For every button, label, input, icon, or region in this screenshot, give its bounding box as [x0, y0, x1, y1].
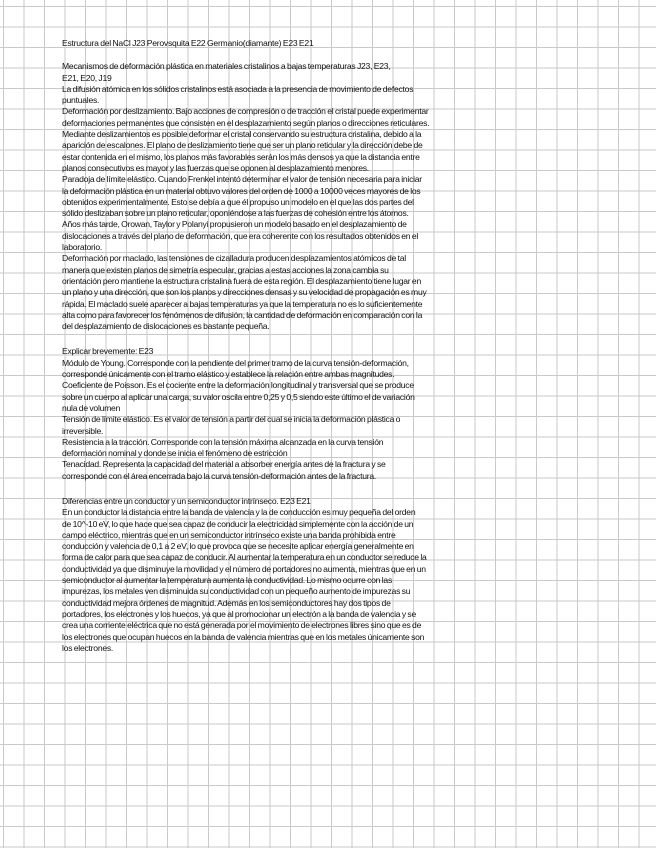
paragraph-line: forma de calor para que sea capaz de conducir. Al aumentar la temperatura en un conductor se reduce la	[62, 552, 427, 563]
paragraph-line: conductividad ya que disminuye la movilidad y el número de portadores no aumenta, mientras que en un	[62, 563, 426, 574]
paragraph-line: Deformación por maclado, las tensiones de cizalladura producen desplazamientos atómicos de tal	[62, 253, 406, 264]
paragraph-line: la deformación plástica en un material obtuvo valores del orden de 1000 a 10000 veces mayores de los	[62, 185, 421, 196]
paragraph-line: conductividad mejora órdenes de magnitud. Además en los semiconductores hay dos tipos de	[62, 597, 391, 608]
paragraph-line: corresponde con el área encerrada bajo la curva tensión-deformación antes de la fractura.	[62, 470, 377, 481]
section-heading-line: E21, E20, J19	[62, 72, 112, 83]
paragraph-line: Tensión de límite elástico. Es el valor de tensión a partir del cual se inicia la deformación plástica o	[62, 414, 401, 425]
paragraph-line: planos consecutivos es mayor y las fuerzas que se oponen al desplazamiento menores.	[62, 162, 369, 173]
section-2	[62, 346, 582, 482]
title-section	[62, 38, 582, 49]
paragraph-line: corresponde únicamente con el tramo elástico y establece la relación entre ambas magnitudes.	[62, 369, 395, 380]
document-page	[62, 38, 582, 668]
document-title: Estructura del NaCl J23 Perovsquita E22 Germanio(diamante) E23 E21	[62, 38, 314, 48]
paragraph-line: puntuales.	[62, 95, 100, 106]
paragraph-line: Resistencia a la tracción. Corresponde con la tensión máxima alcanzada en la curva tensión	[62, 436, 384, 447]
paragraph-line: estar contenida en el mismo, los planos más favorables serán los más densos ya que la distancia entre	[62, 151, 420, 162]
paragraph-line: semiconductor al aumentar la temperatura aumenta la conductividad. Lo mismo ocurre con las	[62, 575, 392, 586]
paragraph-line: manera que existen planos de simetría especular, gracias a estas acciones la zona cambia su	[62, 264, 389, 275]
paragraph-line: orientación pero mantiene la estructura cristalina fuera de esta región. El desplazamiento tiene lugar en	[62, 275, 421, 286]
paragraph-line: deformaciones permanentes que consisten en el desplazamiento según planos o direcciones reticulares.	[62, 117, 430, 128]
paragraph-line: impurezas, los metales ven disminuida su conductividad con un pequeño aumento de impurezas su	[62, 586, 411, 597]
paragraph-line: alta como para favorecer los fenómenos de difusión, la cantidad de deformación en comparación con la	[62, 309, 423, 320]
paragraph-line: los electrones que ocupan huecos en la banda de valencia mientras que en los metales únicamente son	[62, 631, 425, 642]
paragraph-line: aparición de escalones. El plano de deslizamiento tiene que ser un plano reticular y la dirección debe de	[62, 140, 423, 151]
section-heading-line: Explicar brevemente: E23	[62, 346, 154, 357]
paragraph-line: Deformación por deslizamiento. Bajo acciones de compresión o de tracción el cristal puede experimentar	[62, 106, 429, 117]
paragraph-line: La difusión atómica en los sólidos cristalinos está asociada a la presencia de movimiento de defectos	[62, 83, 414, 94]
paragraph-line: sólido deslizaban sobre un plano reticular, oponiéndose a las fuerzas de cohesión entre los átomos.	[62, 208, 409, 219]
paragraph-line: conducción y valencia de 0,1 a 2 eV, lo que provoca que se necesite aplicar energía generalmente en	[62, 541, 414, 552]
paragraph-line: Años más tarde, Orowan, Taylor y Polanyi propusieron un modelo basado en el desplazamiento de	[62, 219, 407, 230]
section-heading-line: Diferencias entre un conductor y un semiconductor intrínseco. E23 E21	[62, 495, 311, 506]
paragraph-line: Tenacidad. Representa la capacidad del material a absorber energía antes de la fractura y se	[62, 459, 386, 470]
paragraph-line: sobre un cuerpo al aplicar una carga, su valor oscila entre 0,25 y 0,5 siendo este último el de variación	[62, 391, 415, 402]
paragraph-line: Paradoja de límite elástico. Cuando Frenkel intentó determinar el valor de tensión necesaria para iniciar	[62, 174, 422, 185]
paragraph-line: de 10^-10 eV, lo que hace que sea capaz de conducir la electricidad simplemente con la acción de un	[62, 518, 414, 529]
paragraph-line: Coeficiente de Poisson. Es el cociente entre la deformación longitudinal y transversal que se produce	[62, 380, 414, 391]
paragraph-line: Módulo de Young. Corresponde con la pendiente del primer tramo de la curva tensión-deformación,	[62, 357, 409, 368]
section-heading-line: Mecanismos de deformación plástica en materiales cristalinos a bajas temperaturas J23, E23,	[62, 61, 391, 72]
paragraph-line: nula de volumen	[62, 402, 121, 413]
paragraph-line: deformación nominal y donde se inicia el fenómeno de estricción	[62, 448, 288, 459]
paragraph-line: campo eléctrico, mientras que en un semiconductor intrínseco existe una banda prohibida entre	[62, 529, 396, 540]
paragraph-line: los electrones.	[62, 642, 114, 653]
paragraph-line: dislocaciones a través del plano de deformación, que era coherente con los resultados obtenidos en el	[62, 230, 419, 241]
paragraph-line: Mediante deslizamientos es posible deformar el cristal conservando su estructura cristalina, debido a la	[62, 129, 422, 140]
section-3	[62, 496, 582, 654]
paragraph-line: irreversible.	[62, 425, 104, 436]
paragraph-line: del desplazamiento de dislocaciones es bastante pequeña.	[62, 321, 270, 332]
paragraph-line: En un conductor la distancia entre la banda de valencia y la de conducción es muy pequeña del orden	[62, 507, 416, 518]
paragraph-line: laboratorio.	[62, 242, 102, 253]
paragraph-line: rápida. El maclado suele aparecer a bajas temperaturas ya que la temperatura no es lo suficientemente	[62, 298, 423, 309]
document-body	[62, 61, 582, 654]
paragraph-line: obtenidos experimentalmente. Esto se debía a que él propuso un modelo en el que las dos partes del	[62, 196, 414, 207]
paragraph-line: portadores, los electrones y los huecos, ya que al promocionar un electrón a la banda de valencia y se	[62, 608, 416, 619]
paragraph-line: crea una corriente eléctrica que no está generada por el movimiento de electrones libres sino que es de	[62, 620, 422, 631]
section-1	[62, 61, 582, 332]
paragraph-line: un plano y una dirección, que son los planos y direcciones densas y su velocidad de propagación es muy	[62, 287, 427, 298]
